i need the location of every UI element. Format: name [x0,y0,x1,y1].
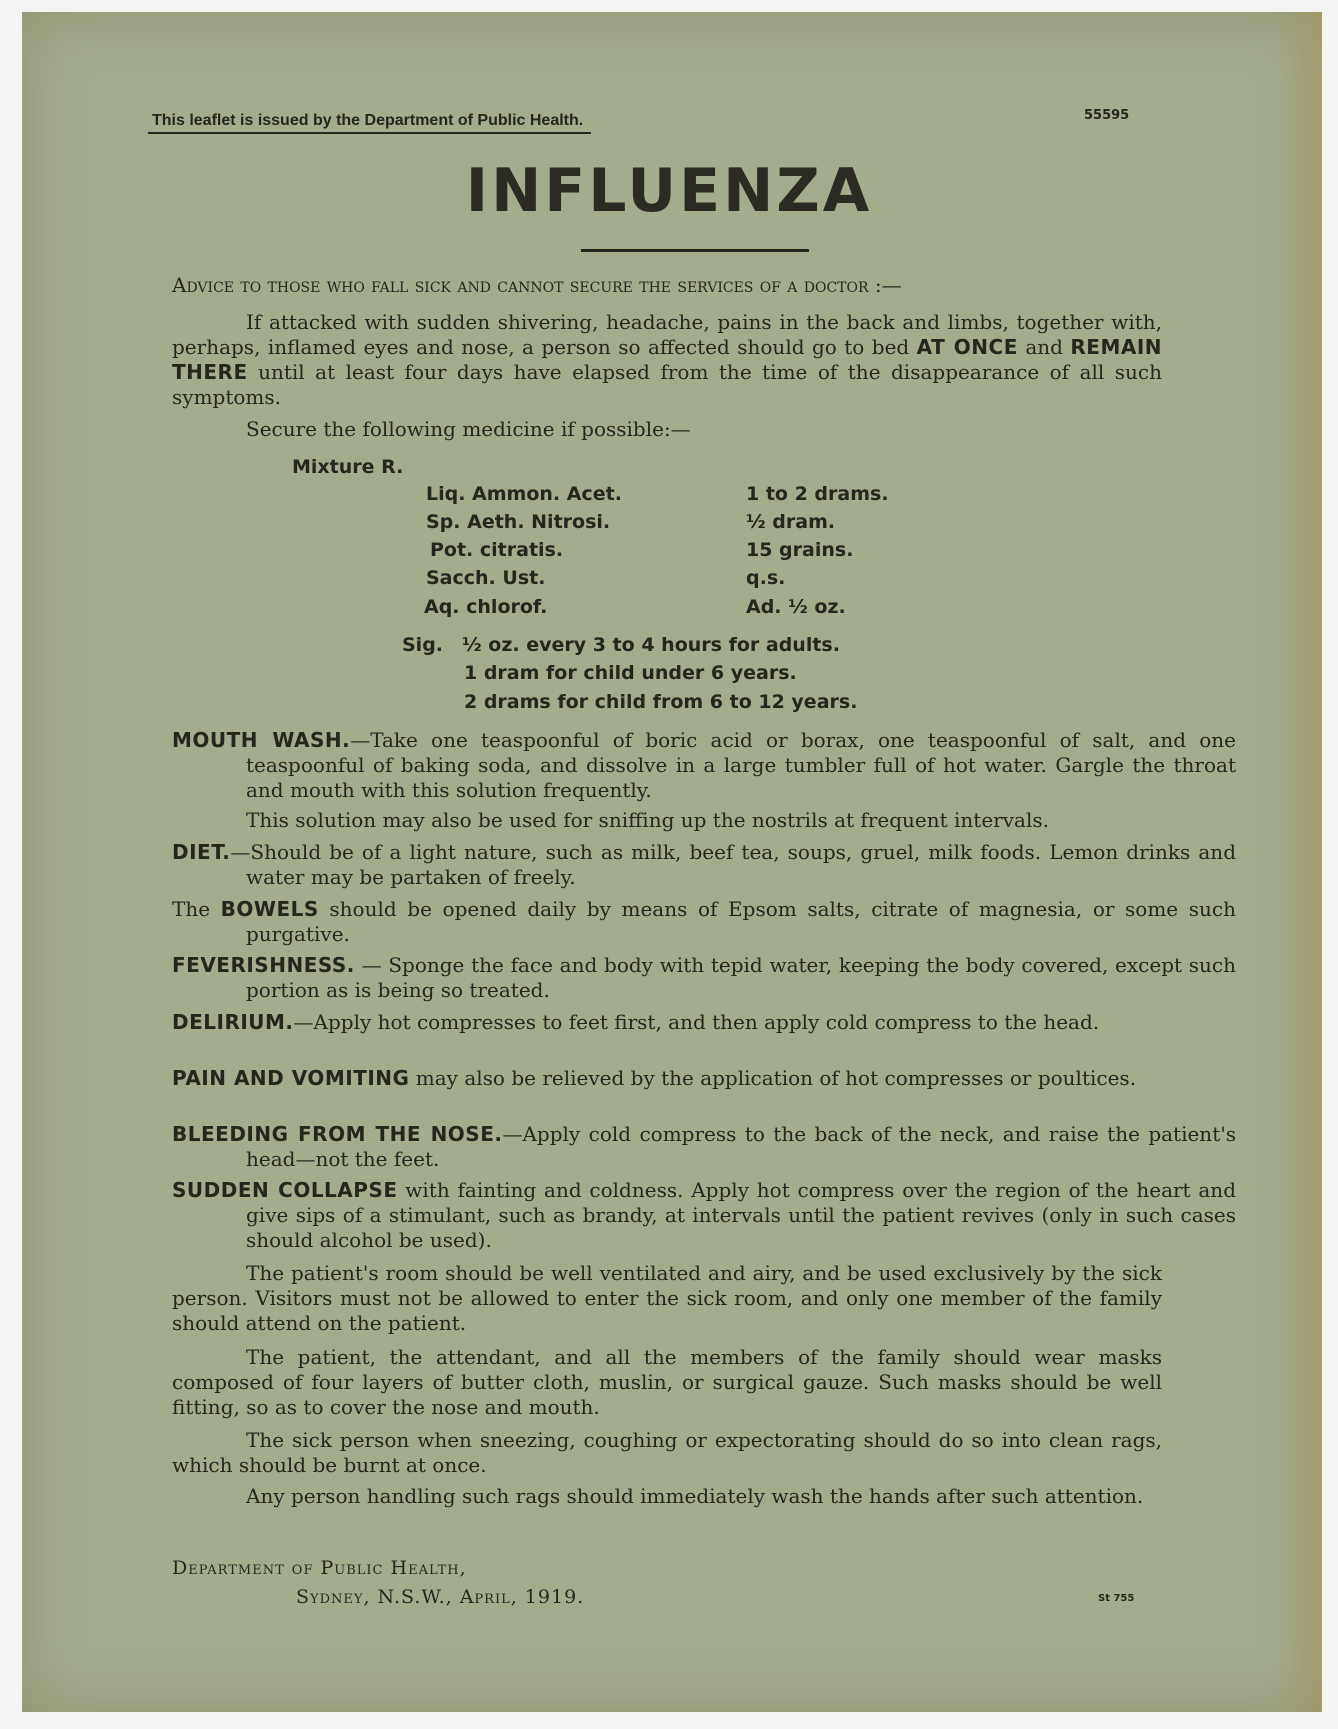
ingredient-name: Aq. chlorof. [424,596,548,618]
section-label: DELIRIUM. [172,1010,294,1034]
section-label: BOWELS [220,897,319,921]
section-label: SUDDEN COLLAPSE [172,1178,398,1202]
section-diet [172,840,1236,890]
mouth-wash-extra: This solution may also be used for sniffing up the nostrils at frequent intervals. [246,808,1049,832]
intro-text-3: until at least four days have elapsed from the time of the disappearance of all such symptoms. [172,360,1162,409]
footer-location-date: Sydney, N.S.W., April, 1919. [296,1586,585,1608]
section-text: —Apply hot compresses to feet first, and then apply cold compress to the head. [293,1010,1100,1034]
intro-bold-at-once: AT ONCE [916,335,1018,359]
ingredient-name: Sacch. Ust. [426,567,546,589]
section-text: The [172,897,221,921]
section-bleeding-nose [172,1122,1236,1172]
section-pain-vomiting [172,1066,1236,1091]
ingredient-name: Liq. Ammon. Acet. [426,483,622,505]
print-code: St 755 [1098,1593,1135,1604]
section-sudden-collapse [172,1178,1236,1253]
intro-bold-remain-there: REMAIN THERE [172,335,1162,384]
section-label: FEVERISHNESS. [172,953,355,977]
section-text: —Apply cold compress to the back of the neck, and raise the patient's head—not the feet. [246,1122,1236,1171]
closing-paragraph: Any person handling such rags should immediately wash the hands after such attention. [246,1484,1144,1508]
ingredient-name: Pot. citratis. [430,539,564,561]
advice-line: Advice to those who fall sick and cannot secure the services of a doctor :— [172,273,902,297]
page-title: INFLUENZA [465,156,873,226]
section-label: PAIN AND VOMITING [172,1066,410,1090]
closing-paragraph: The patient's room should be well ventilated and airy, and be used exclusively by the sick person. Visitors must not be allowed to enter the sick room, and only one member of the family should attend on the patient. [172,1261,1162,1335]
ingredient-dose: q.s. [746,567,786,589]
sig-line: 2 drams for child from 6 to 12 years. [464,691,858,713]
sig-label: Sig. [402,634,444,656]
intro-text-2: and [1017,335,1071,359]
ingredient-name: Sp. Aeth. Nitrosi. [426,511,611,533]
footer-department: Department of Public Health, [172,1557,467,1579]
section-text: with fainting and coldness. Apply hot compress over the region of the heart and give sips of a stimulant, such as brandy, at intervals until the patient revives (only in such cases should alcohol be used). [246,1178,1236,1252]
section-text: — Sponge the face and body with tepid water, keeping the body covered, except such portion as is being so treated. [246,953,1236,1002]
section-label: MOUTH WASH. [172,728,351,752]
ingredient-dose: 15 grains. [746,539,854,561]
closing-paragraph: The sick person when sneezing, coughing or expectorating should do so into clean rags, which should be burnt at once. [172,1428,1162,1477]
ingredient-dose: 1 to 2 drams. [746,483,889,505]
section-bowels [172,897,1236,947]
section-delirium [172,1010,1236,1035]
secure-line: Secure the following medicine if possible:— [246,417,691,441]
section-text: should be opened daily by means of Epsom salts, citrate of magnesia, or some such purgative. [246,897,1236,946]
section-text: —Take one teaspoonful of boric acid or borax, one teaspoonful of salt, and one teaspoonful of baking soda, and dissolve in a large tumbler full of hot water. Gargle the throat and mouth with this solution frequently. [246,728,1236,802]
serial-number: 55595 [1084,108,1130,123]
section-feverishness [172,953,1236,1003]
ingredient-dose: Ad. ½ oz. [746,596,846,618]
section-label: DIET. [172,840,231,864]
mixture-title: Mixture R. [292,456,404,478]
section-text: may also be relieved by the application of hot compresses or poultices. [409,1066,1137,1090]
sig-line: ½ oz. every 3 to 4 hours for adults. [462,634,840,656]
issuer-line: This leaflet is issued by the Department of Public Health. [148,112,591,134]
intro-paragraph [172,310,1162,410]
title-underline [581,249,809,252]
intro-text-1: If attacked with sudden shivering, headache, pains in the back and limbs, together with, perhaps, inflamed eyes and nose, a person so affected should go to bed [172,310,1162,359]
section-label: BLEEDING FROM THE NOSE. [172,1122,503,1146]
section-mouth-wash [172,728,1236,803]
ingredient-dose: ½ dram. [746,511,836,533]
section-text: —Should be of a light nature, such as milk, beef tea, soups, gruel, milk foods. Lemon drinks and water may be partaken of freely. [230,840,1236,889]
closing-paragraph: The patient, the attendant, and all the members of the family should wear masks composed of four layers of butter cloth, muslin, or surgical gauze. Such masks should be well fitting, so as to cover the nose and mouth. [172,1345,1162,1419]
sig-line: 1 dram for child under 6 years. [464,662,797,684]
